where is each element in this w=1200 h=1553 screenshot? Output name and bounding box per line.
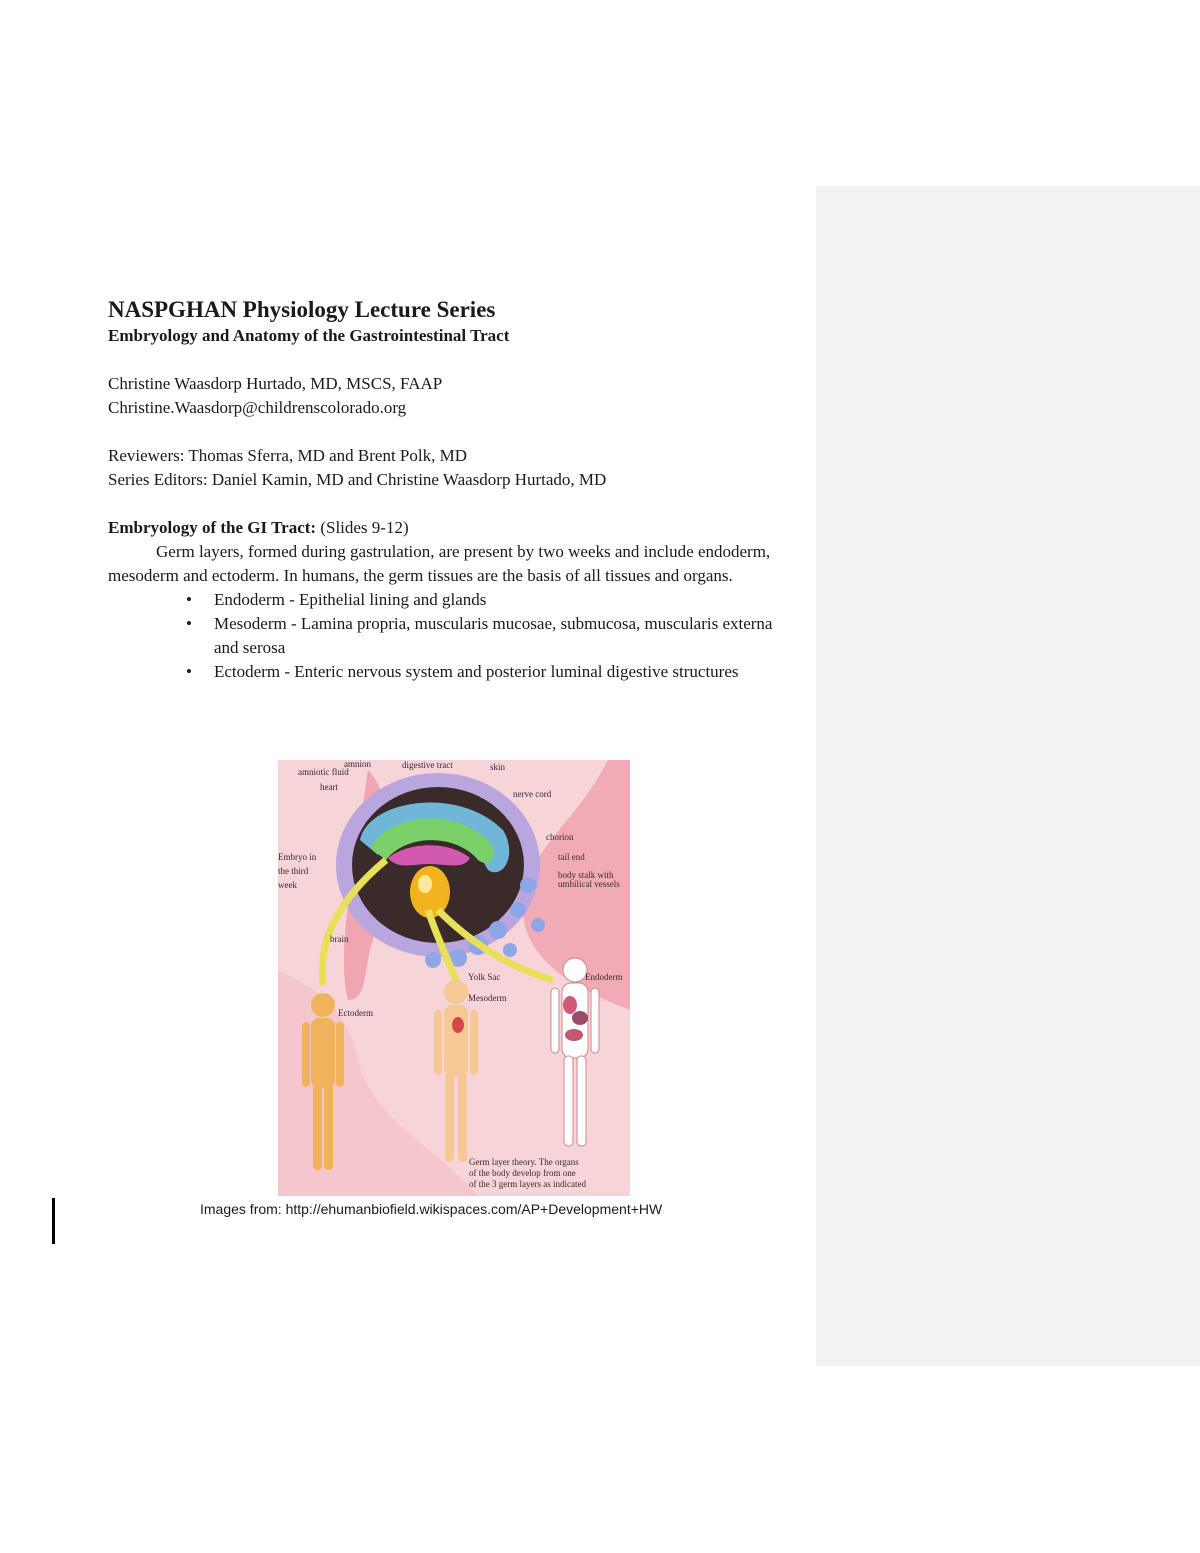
bullet-icon: • (186, 662, 192, 681)
label-endoderm: Endoderm (585, 972, 623, 982)
germ-layer-paragraph: Germ layers, formed during gastrulation, are present by two weeks and include endoderm, mesoderm and ectoderm. In humans, the germ tissues are the basis of all tissues and organs. (108, 542, 771, 585)
document-title: NASPGHAN Physiology Lecture Series (108, 297, 496, 322)
germ-layer-illustration (278, 760, 630, 1196)
label-mesoderm: Mesoderm (468, 993, 507, 1003)
label-chorion: chorion (546, 832, 574, 842)
label-embryo-1: Embryo in (278, 852, 317, 862)
label-theory-1: Germ layer theory. The organs (469, 1157, 579, 1167)
label-theory-2: of the body develop from one (469, 1168, 576, 1178)
label-amnion: amnion (344, 760, 371, 769)
section-heading-bold: Embryology of the GI Tract: (108, 518, 317, 537)
bullet-icon: • (186, 590, 192, 609)
label-skin: skin (490, 762, 506, 772)
author-email: Christine.Waasdorp@childrenscolorado.org (108, 398, 407, 417)
author-line: Christine Waasdorp Hurtado, MD, MSCS, FAAP (108, 374, 443, 393)
label-theory-3: of the 3 germ layers as indicated (469, 1179, 586, 1189)
list-item: • Mesoderm - Lamina propria, muscularis mucosae, submucosa, muscularis externa and serosa (186, 614, 773, 657)
comment-pane (816, 186, 1200, 1366)
label-embryo-2: the third (278, 866, 309, 876)
label-umbilical-vessels: umbilical vessels (558, 879, 620, 889)
label-yolk-sac: Yolk Sac (468, 972, 501, 982)
label-nerve-cord: nerve cord (513, 789, 552, 799)
section-heading (108, 516, 798, 540)
bullet-icon: • (186, 614, 192, 633)
label-heart: heart (320, 782, 338, 792)
germ-layer-figure (278, 760, 630, 1196)
text-cursor (52, 1198, 55, 1244)
reviewers-line: Reviewers: Thomas Sferra, MD and Brent Polk, MD (108, 446, 467, 465)
label-body-stalk: body stalk with (558, 870, 614, 880)
label-digestive-tract: digestive tract (402, 760, 453, 770)
document-subtitle: Embryology and Anatomy of the Gastrointestinal Tract (108, 326, 510, 345)
image-caption: Images from: http://ehumanbiofield.wikispaces.com/AP+Development+HW (200, 1201, 663, 1217)
label-amniotic-fluid: amniotic fluid (298, 767, 349, 777)
list-item: • Endoderm - Epithelial lining and glands (108, 588, 774, 612)
label-embryo-3: week (278, 880, 297, 890)
list-item: • Ectoderm - Enteric nervous system and posterior luminal digestive structures (108, 660, 774, 684)
section-slides: (Slides 9-12) (316, 518, 409, 537)
label-ectoderm: Ectoderm (338, 1008, 373, 1018)
document-body (108, 296, 798, 684)
label-brain: brain (330, 934, 349, 944)
germ-layer-list (108, 588, 798, 684)
label-tail-end: tail end (558, 852, 585, 862)
editors-line: Series Editors: Daniel Kamin, MD and Christine Waasdorp Hurtado, MD (108, 470, 607, 489)
